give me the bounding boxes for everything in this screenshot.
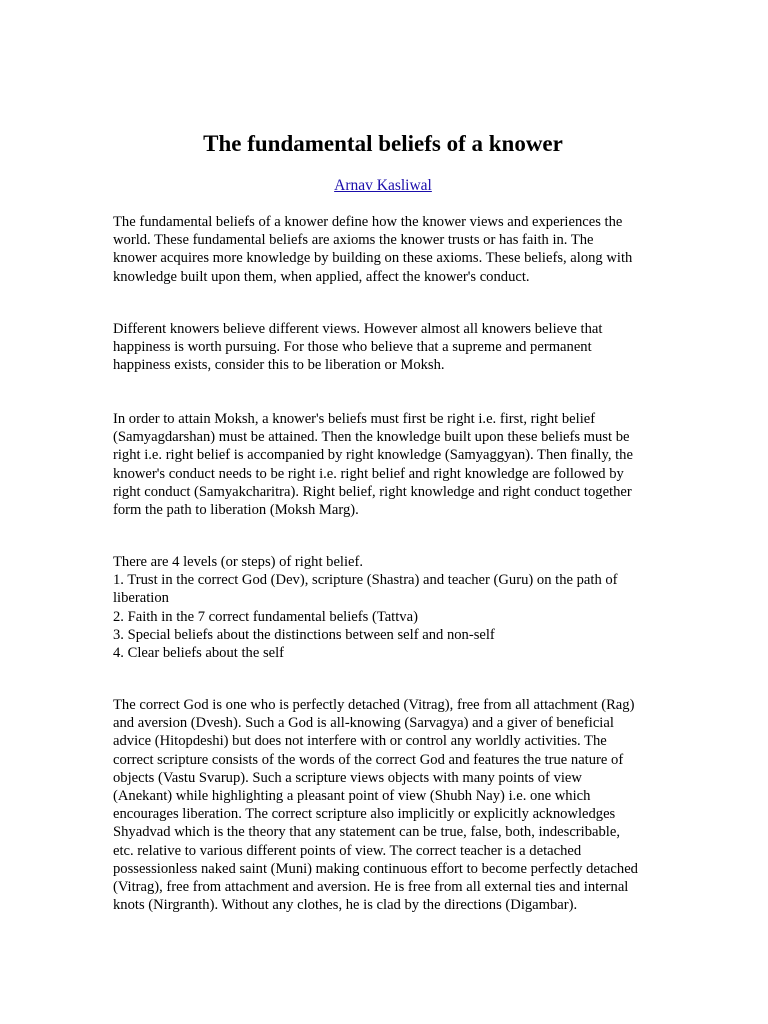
text-line: objects (Vastu Svarup). Such a scripture views objects with many points of view bbox=[113, 769, 582, 786]
text-line: right conduct (Samyakcharitra). Right belief, right knowledge and right conduct together bbox=[113, 483, 632, 500]
text-line: In order to attain Moksh, a knower's beliefs must first be right i.e. first, right belief bbox=[113, 411, 596, 427]
author-byline bbox=[113, 176, 653, 196]
text-line: knots (Nirgranth). Without any clothes, he is clad by the directions (Digambar). bbox=[113, 897, 578, 914]
document-title: The fundamental beliefs of a knower bbox=[203, 131, 563, 156]
text-line: possessionless naked saint (Muni) making continuous effort to become perfectly detached bbox=[113, 860, 638, 877]
author-link[interactable]: Arnav Kasliwal bbox=[334, 177, 432, 194]
paragraph-intro bbox=[113, 213, 653, 286]
paragraph-levels-list bbox=[113, 553, 653, 662]
text-line: The correct God is one who is perfectly detached (Vitrag), free from all attachment (Rag) bbox=[113, 697, 635, 713]
text-line: knower's conduct needs to be right i.e. right belief and right knowledge are followed by bbox=[113, 465, 624, 482]
text-line: encourages liberation. The correct scripture also implicitly or explicitly acknowledges bbox=[113, 806, 616, 823]
text-line: Different knowers believe different views. However almost all knowers believe that bbox=[113, 321, 603, 337]
text-line: world. These fundamental beliefs are axioms the knower trusts or has faith in. The bbox=[113, 232, 594, 249]
text-line: (Anekant) while highlighting a pleasant point of view (Shubh Nay) i.e. one which bbox=[113, 788, 591, 805]
text-line: knowledge built upon them, when applied, affect the knower's conduct. bbox=[113, 268, 530, 285]
text-line: happiness is worth pursuing. For those who believe that a supreme and permanent bbox=[113, 339, 592, 356]
text-line: right i.e. right belief is accompanied by right knowledge (Samyaggyan). Then finally, the bbox=[113, 447, 633, 464]
paragraph-happiness bbox=[113, 320, 653, 375]
list-item: 3. Special beliefs about the distinctions between self and non-self bbox=[113, 626, 495, 643]
list-item: 1. Trust in the correct God (Dev), scripture (Shastra) and teacher (Guru) on the path of bbox=[113, 572, 618, 589]
list-item-continuation: liberation bbox=[113, 590, 169, 607]
text-line: correct scripture consists of the words of the correct God and features the true nature of bbox=[113, 751, 624, 768]
text-line: Shyadvad which is the theory that any statement can be true, false, both, indescribable, bbox=[113, 824, 620, 841]
paragraph-moksh bbox=[113, 410, 653, 519]
text-line: knower acquires more knowledge by building on these axioms. These beliefs, along with bbox=[113, 250, 633, 267]
text-line: There are 4 levels (or steps) of right belief. bbox=[113, 554, 364, 570]
paragraph-correct-god bbox=[113, 696, 653, 914]
text-line: (Vitrag), free from attachment and aversion. He is free from all external ties and internal bbox=[113, 879, 629, 896]
text-line: advice (Hitopdeshi) but does not interfere with or control any worldly activities. The bbox=[113, 733, 607, 750]
text-line: (Samyagdarshan) must be attained. Then the knowledge built upon these beliefs must be bbox=[113, 429, 630, 446]
text-line: etc. relative to various different points of view. The correct teacher is a detached bbox=[113, 842, 582, 859]
list-item: 2. Faith in the 7 correct fundamental beliefs (Tattva) bbox=[113, 608, 418, 625]
text-line: happiness exists, consider this to be liberation or Moksh. bbox=[113, 357, 445, 374]
text-line: form the path to liberation (Moksh Marg). bbox=[113, 502, 359, 519]
text-line: The fundamental beliefs of a knower define how the knower views and experiences the bbox=[113, 214, 623, 230]
text-line: and aversion (Dvesh). Such a God is all-knowing (Sarvagya) and a giver of beneficial bbox=[113, 715, 614, 732]
list-item: 4. Clear beliefs about the self bbox=[113, 645, 285, 662]
